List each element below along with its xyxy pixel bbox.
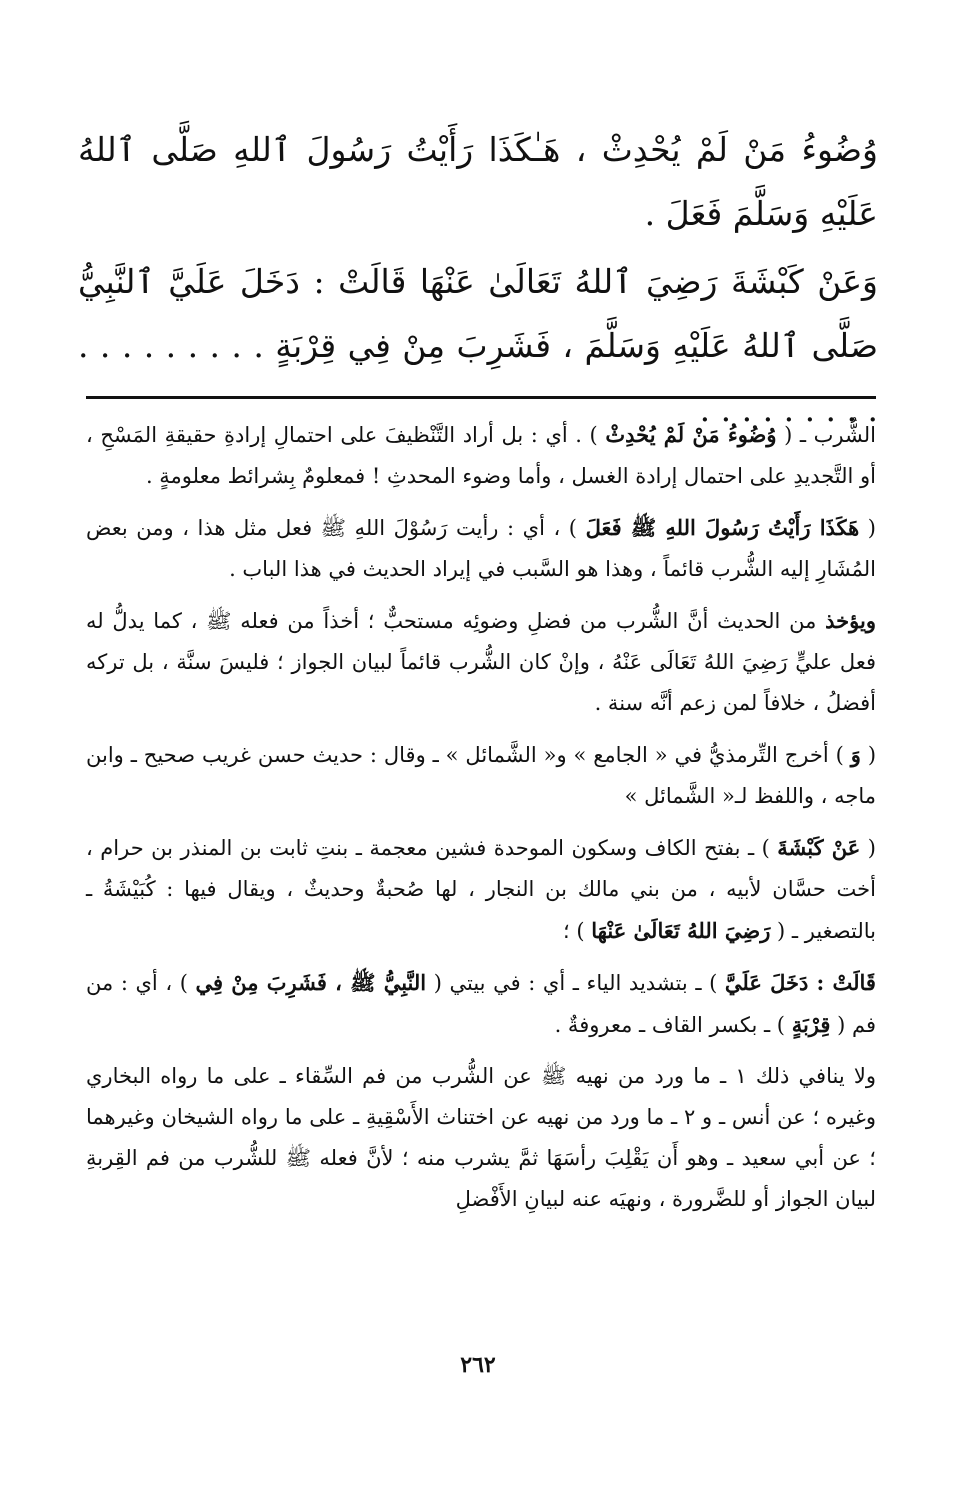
- commentary-paragraph-2: [86, 507, 876, 590]
- commentary-text: ) ـ بتشديد الياء ـ أي : في بيتي (: [433, 971, 718, 995]
- hadith-line-1: وُضُوءُ مَنْ لَمْ يُحْدِثْ ، هَـٰكَذَا رَأَيْتُ رَسُولَ ٱللهِ صَلَّى ٱللهُ عَلَيْهِ وَسَلَّمَ: [78, 130, 878, 233]
- commentary-paragraph-3: [86, 600, 876, 724]
- commentary-text: ) ، أي : من فم (: [86, 971, 876, 1037]
- commentary-paragraph-7: ولا ينافي ذلك ١ ـ ما ورد من نهيه ﷺ عن الشُّرب من فم السِّقاء ـ على ما رواه البخاري وغيره ؛ عن أنس ـ و ٢ ـ ما ورد من نهيه عن اختناث الأَسْقِيةِ ـ على ما رواه الشيخان وغيرهما ؛ عن أبي سعيد ـ وهو أَن يَقْلِبَ رأسَهَا ثمَّ يشرب منه ؛ لأنَّ فعله ﷺ للشُّرب من فم القِربةِ لبيان الجواز أو للضَّرورة ، ونهيَه عنه لبيانِ الأَفْضلِ: [86, 1064, 876, 1211]
- quoted-matn: رَضِيَ اللهُ تَعَالَىٰ عَنْهَا: [591, 918, 771, 943]
- commentary-text: الشُّرب ـ (: [784, 423, 876, 447]
- commentary-text: (: [867, 836, 876, 860]
- quoted-matn: وَ: [850, 742, 861, 767]
- commentary-text: ) ، أي : رأيت رَسُوْلَ اللهِ ﷺ فعل مثل هذا ، ومن بعض المُشَارِ إليه الشُّرب قائماً ، وهذا هو السَّبب في إيراد الحديث في هذا الباب .: [86, 516, 876, 581]
- commentary-paragraph-6: [86, 962, 876, 1046]
- commentary-text: ) أخرج التِّرمذيُّ في « الجامع » و« الشَّمائل » ـ وقال : حديث حسن غريب صحيح ـ وابن ماجه ، واللفظ لـ« الشَّمائل »: [86, 743, 876, 808]
- hadith-text: [78, 118, 878, 442]
- commentary-paragraph-4: [86, 734, 876, 817]
- quoted-matn: النَّبِيُّ ﷺ ، فَشَرِبَ مِنْ فِي: [195, 970, 427, 995]
- commentary-text: (: [867, 743, 877, 767]
- commentary-paragraph-5: [86, 827, 876, 952]
- hadith-continuation-dots: . . . . . . . . . . . . . . . . . .: [78, 326, 878, 429]
- commentary-text: ) ؛: [563, 919, 585, 943]
- commentary-paragraph-1: [86, 414, 876, 497]
- quoted-matn: هَكَذَا رَأَيْتُ رَسُولَ اللهِ ﷺ فَعَلَ: [585, 515, 860, 540]
- hadith-paragraph-1: [78, 118, 878, 246]
- commentary-text: ) ـ بفتح الكاف وسكون الموحدة فشين معجمة ـ بنتِ ثابت بن المنذر بن حرام ، أخت حسَّان لأبيه ، من بني مالك بن النجار ، لها صُحبةٌ وحديثٌ ، ويقال فيها : كُبَيْشَةُ ـ بالتصغير ـ (: [86, 836, 876, 943]
- separator-rule: [86, 396, 876, 399]
- commentary: [86, 414, 876, 1230]
- commentary-text: ) . أي : بل أراد التَّنْظيفَ على احتمالِ إرادةِ حقيقةِ المَسْحِ ، أو التَّجديدِ على احتمال إرادة الغسل ، وأما وضوء المحدثِ ! فمعلومٌ بِشرائط معلومةٍ .: [86, 423, 876, 488]
- quoted-matn: قَالَتْ : دَخَلَ عَلَيَّ: [724, 970, 876, 995]
- page-number: ٢٦٢: [460, 1352, 496, 1378]
- commentary-text: من الحديث أنَّ الشُّرب من فضلِ وضوئِه مستحبٌّ ؛ أخذاً من فعله ﷺ ، كما يدلُّ له فعل عليٍّ رَضِيَ اللهُ تَعَالَى عَنْهُ ، وإنْ كان الشُّرب قائماً لبيان الجواز ؛ فليسَ سنَّة ، بل تركه أفضلُ ، خلافاً لمن زعم أنَّه سنة .: [86, 609, 876, 715]
- hadith-line-4: عَلَيْهِ وَسَلَّمَ ، فَشَرِبَ مِنْ فِي قِرْبَةٍ: [275, 326, 731, 365]
- commentary-text: (: [867, 516, 876, 540]
- hadith-line-2: فَعَلَ .: [644, 194, 723, 233]
- quoted-matn: عَنْ كَبْشَةَ: [777, 835, 861, 860]
- quoted-matn: ويؤخذ: [825, 608, 876, 633]
- commentary-text: ) ـ بكسر القاف ـ معروفةٌ .: [554, 1013, 785, 1037]
- quoted-matn: قِرْبَةٍ: [791, 1012, 831, 1037]
- hadith-line-3: وَعَنْ كَبْشَةَ رَضِيَ ٱللهُ تَعَالَىٰ عَنْهَا قَالَتْ : دَخَلَ عَلَيَّ ٱلنَّبِيُّ صَلَّى ٱللهُ: [78, 262, 878, 365]
- quoted-matn: وُضُوءُ مَنْ لَمْ يُحْدِثْ: [605, 422, 777, 447]
